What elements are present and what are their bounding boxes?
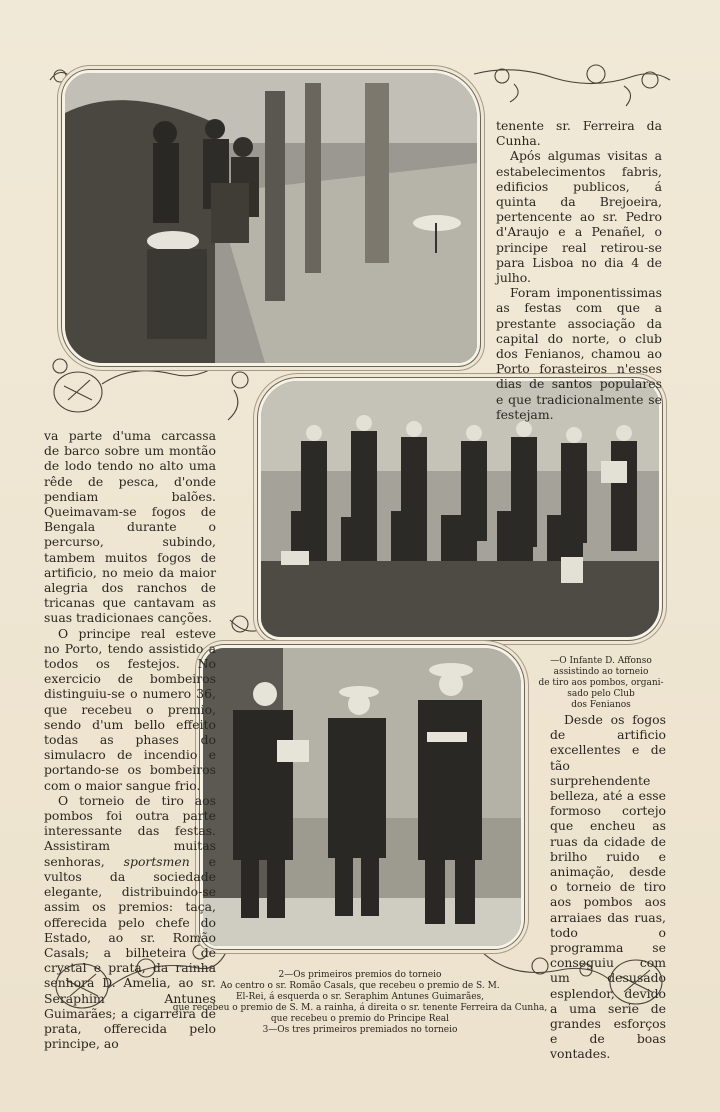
text-run: e vultos da sociedade elegante, distribuindo-se assim os premios: taça, offerecida pelo chefe do Estado, ao sr. Romão Casals; a bilheteira de crystal e prata, da rainha senhora D. Amelia, ao sr. Seraphim Antunes Guimarães; a cigarreira de prata, offerecida pelo principe, ao xyxy=(44,853,216,1052)
paragraph: Após algumas visitas a estabelecimentos fabris, edificios publicos, á quinta da Brejoeira, pertencente ao sr. Pedro d'Araujo e a Penañel, o principe real retirou-se para Lisboa no dia 4 de julho. xyxy=(496,148,662,286)
photo-prize-winners xyxy=(200,645,524,949)
text-column-left xyxy=(44,428,216,1051)
photo-royal-box xyxy=(62,70,480,366)
caption-line: 2—Os primeiros premios do torneio xyxy=(278,970,442,980)
paragraph: O principe real esteve no Porto, tendo assistido a todos os festejos. No exercicio de bombeiros distinguiu-se o numero 36, que recebeu o premio, sendo d'um bello effeito todas as phases do simulacro de incendio e portando-se os bombeiros com o maior sangue frio. xyxy=(44,625,216,793)
caption-line: sado pelo Club xyxy=(567,689,635,699)
paragraph: Desde os fogos de artificio excellentes e de tão surprehendente belleza, até a esse formoso cortejo que encheu as ruas da cidade de brilho ruido e animação, desde o torneio de tiro aos pombos aos arraiaes das ruas, todo o programma se conseguiu com um desusado esplendor, devido a uma serie de grandes esforços e de boas vontades. xyxy=(550,712,666,1062)
caption-line: de tiro aos pombos, organi- xyxy=(538,678,664,688)
caption-line: assistindo ao torneio xyxy=(553,667,649,677)
text-run: O torneio de tiro aos pombos foi outra parte interessante das festas. Assistiram muitas senhoras, xyxy=(44,792,216,869)
text-column-right-top xyxy=(496,118,662,422)
caption-line: que recebeu o premio do Principe Real xyxy=(270,1014,450,1024)
caption-line: que recebeu o premio de S. M. a rainha, á direita o sr. tenente Ferreira da Cunha, xyxy=(172,1003,548,1013)
caption-line: —O Infante D. Affonso xyxy=(550,656,652,666)
caption-infante xyxy=(536,656,666,711)
caption-line: Ao centro o sr. Romão Casals, que recebeu o premio de S. M. xyxy=(220,981,500,991)
caption-prizes xyxy=(150,970,570,1036)
paragraph: va parte d'uma carcassa de barco sobre um montão de lodo tendo no alto uma rêde de pesca, d'onde pendiam balões. Queimavam-se fogos de Bengala durante o percurso, subindo, tambem muitos fogos de artificio, no meio da maior alegria dos ranchos de tricanas que cantavam as suas tradicionaes canções. xyxy=(44,428,216,626)
paragraph: Foram imponentissimas as festas com que a prestante associação da capital do norte, o club dos Fenianos, chamou ao Porto forasteiros n'esses dias de santos populares e que tradicionalmente se festejam. xyxy=(496,285,662,422)
text-run-italic: sportsmen xyxy=(123,853,190,869)
caption-line: 3—Os tres primeiros premiados no torneio xyxy=(262,1025,458,1035)
paragraph: tenente sr. Ferreira da Cunha. xyxy=(496,118,662,149)
caption-line: dos Fenianos xyxy=(571,700,631,710)
caption-line: El-Rei, á esquerda o sr. Seraphim Antunes Guimarães, xyxy=(235,992,484,1002)
